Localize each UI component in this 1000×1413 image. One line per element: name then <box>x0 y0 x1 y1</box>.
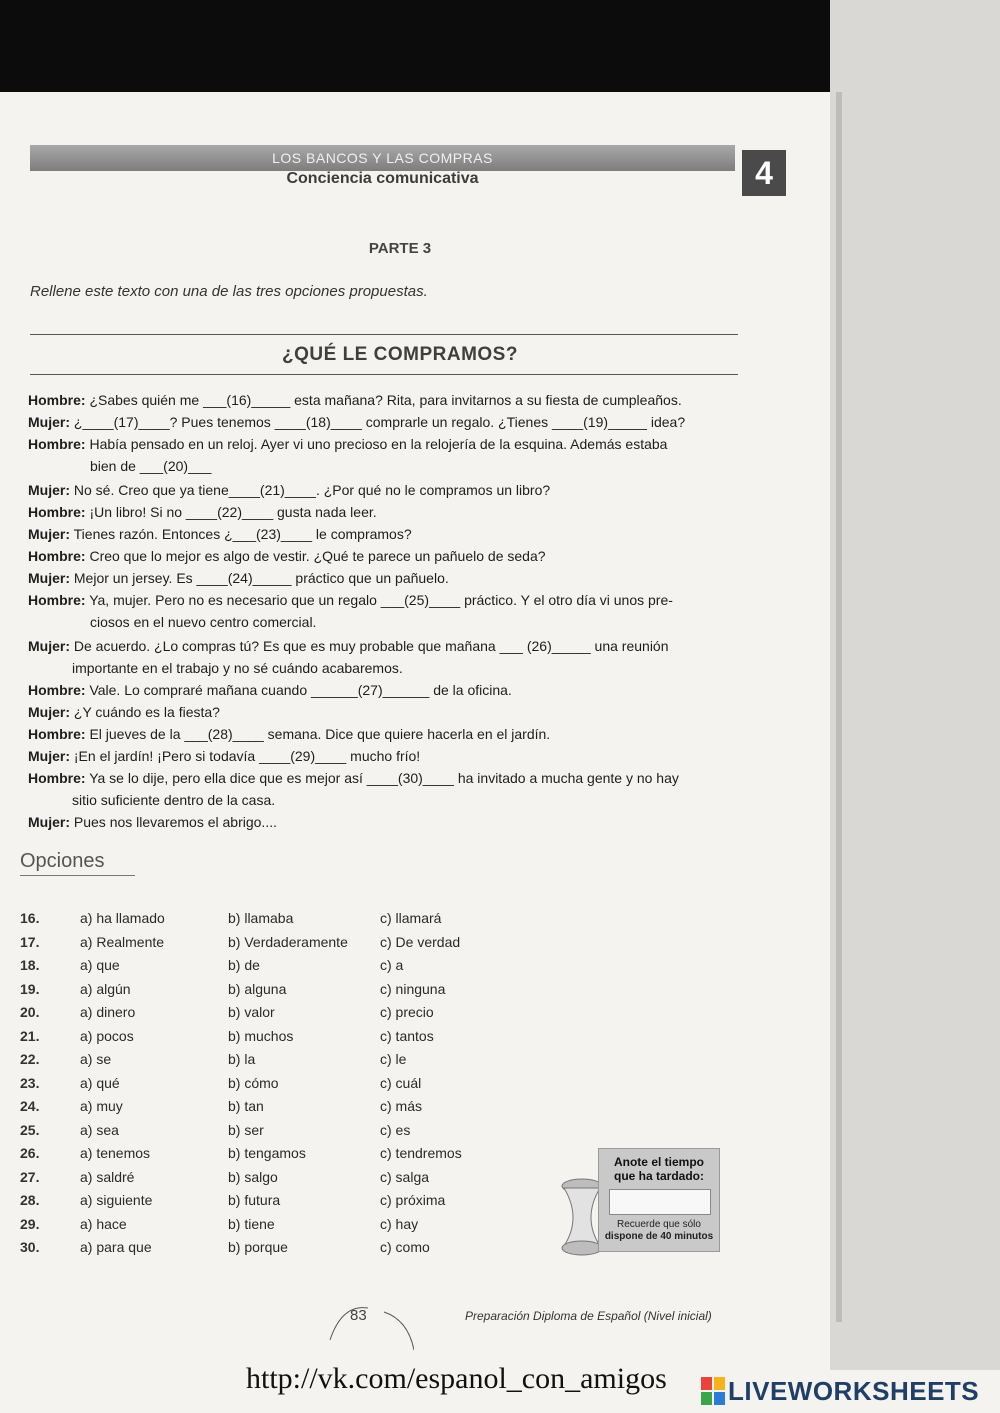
option-b[interactable]: b) alguna <box>228 980 287 997</box>
option-b[interactable]: b) cómo <box>228 1074 279 1091</box>
option-c[interactable]: c) salga <box>380 1168 430 1185</box>
page-number-ornament <box>322 1300 414 1356</box>
option-c[interactable]: c) hay <box>380 1215 419 1232</box>
dialogue-line: Hombre: Había pensado en un reloj. Ayer vi uno precioso en la relojería de la esquina. Además estaba <box>28 436 668 452</box>
option-row: 19. a) algún b) alguna c) ninguna <box>20 980 446 997</box>
option-a[interactable]: a) Realmente <box>80 933 165 950</box>
option-a[interactable]: a) se <box>80 1051 112 1067</box>
dialogue-line: Hombre: Vale. Lo compraré mañana cuando ______(27)______ de la oficina. <box>28 682 512 698</box>
option-row: 17. a) Realmente b) Verdaderamente c) De verdad <box>20 933 461 950</box>
part-label: PARTE 3 <box>368 240 432 257</box>
option-a[interactable]: a) hace <box>80 1215 127 1232</box>
option-c[interactable]: c) como <box>380 1239 430 1255</box>
book-title-footer: Preparación Diploma de Español (Nivel inicial) <box>465 1309 712 1323</box>
option-c[interactable]: c) a <box>380 957 404 973</box>
option-b[interactable]: b) valor <box>228 1004 275 1020</box>
option-b[interactable]: b) salgo <box>228 1168 278 1185</box>
option-b[interactable]: b) de <box>228 957 260 973</box>
option-a[interactable]: a) muy <box>80 1098 123 1114</box>
dialogue-line: Mujer: No sé. Creo que ya tiene____(21)____. ¿Por qué no le compramos un libro? <box>28 482 551 498</box>
option-row: 21. a) pocos b) muchos c) tantos <box>20 1027 434 1044</box>
chapter-number-badge: 4 <box>742 150 786 196</box>
option-row: 18. a) que b) de c) a <box>20 957 404 973</box>
dialogue-line: Mujer: Tienes razón. Entonces ¿___(23)____ le compramos? <box>28 526 412 542</box>
dialogue-line: Hombre: Creo que lo mejor es algo de vestir. ¿Qué te parece un pañuelo de seda? <box>28 548 546 564</box>
liveworksheets-logo-icon <box>700 1376 726 1406</box>
option-row: 26. a) tenemos b) tengamos c) tendremos <box>20 1145 462 1161</box>
option-a[interactable]: a) sea <box>80 1121 119 1138</box>
option-row: 23. a) qué b) cómo c) cuál <box>20 1074 422 1091</box>
options-rule <box>20 875 135 876</box>
page-number: 83 <box>350 1307 367 1324</box>
option-row: 20. a) dinero b) valor c) precio <box>20 1004 434 1020</box>
option-a[interactable]: a) qué <box>80 1074 120 1091</box>
time-taken-field[interactable] <box>609 1189 711 1215</box>
option-c[interactable]: c) llamará <box>380 910 442 926</box>
option-b[interactable]: b) porque <box>228 1239 288 1255</box>
options-title: Opciones <box>20 850 105 872</box>
option-c[interactable]: c) tantos <box>380 1027 434 1044</box>
option-a[interactable]: a) que <box>80 957 120 973</box>
dialogue-line-continuation: ciosos en el nuevo centro comercial. <box>90 614 317 630</box>
option-a[interactable]: a) para que <box>80 1239 152 1255</box>
watermark-url: http://vk.com/espanol_con_amigos <box>246 1362 667 1395</box>
option-a[interactable]: a) tenemos <box>80 1145 151 1161</box>
dialogue-line: Hombre: ¡Un libro! Si no ____(22)____ gusta nada leer. <box>28 504 377 520</box>
option-row: 22. a) se b) la c) le <box>20 1051 407 1067</box>
option-b[interactable]: b) tiene <box>228 1215 275 1232</box>
chapter-header-band <box>30 145 735 171</box>
option-row: 24. a) muy b) tan c) más <box>20 1098 422 1114</box>
option-row: 29. a) hace b) tiene c) hay <box>20 1215 419 1232</box>
option-b[interactable]: b) ser <box>228 1121 264 1138</box>
dialogue-line: Hombre: El jueves de la ___(28)____ semana. Dice que quiere hacerla en el jardín. <box>28 726 551 742</box>
option-c[interactable]: c) más <box>380 1098 422 1114</box>
chapter-subtitle: Conciencia comunicativa <box>286 170 479 187</box>
dialogue-line: Mujer: ¿____(17)____? Pues tenemos ____(18)____ comprarle un regalo. ¿Tienes ____(19)_____ idea? <box>28 414 686 430</box>
option-row: 28. a) siguiente b) futura c) próxima <box>20 1192 446 1208</box>
option-b[interactable]: b) tan <box>228 1098 264 1114</box>
dialogue-line: Mujer: ¿Y cuándo es la fiesta? <box>28 704 220 720</box>
section-title: ¿QUÉ LE COMPRAMOS? <box>282 344 518 365</box>
dialogue-line-continuation: bien de ___(20)___ <box>90 458 212 474</box>
option-c[interactable]: c) De verdad <box>380 933 461 950</box>
dialogue-line: Mujer: Pues nos llevaremos el abrigo.... <box>28 814 277 830</box>
liveworksheets-logo-text: LIVEWORKSHEETS <box>728 1376 980 1406</box>
option-a[interactable]: a) algún <box>80 980 131 997</box>
scan-page-stack <box>830 0 1000 1413</box>
option-c[interactable]: c) es <box>380 1121 411 1138</box>
option-a[interactable]: a) pocos <box>80 1027 134 1044</box>
option-row: 27. a) saldré b) salgo c) salga <box>20 1168 430 1185</box>
option-a[interactable]: a) dinero <box>80 1004 136 1020</box>
option-b[interactable]: b) la <box>228 1051 256 1067</box>
time-limit-note: Recuerde que sólo dispone de 40 minutos <box>604 1219 714 1242</box>
section-rule-top <box>30 334 738 335</box>
option-a[interactable]: a) ha llamado <box>80 910 165 926</box>
option-a[interactable]: a) saldré <box>80 1168 135 1185</box>
instruction-text: Rellene este texto con una de las tres opciones propuestas. <box>30 283 428 300</box>
option-c[interactable]: c) tendremos <box>380 1145 462 1161</box>
option-c[interactable]: c) le <box>380 1051 407 1067</box>
option-c[interactable]: c) próxima <box>380 1192 446 1208</box>
dialogue-line: Mujer: ¡En el jardín! ¡Pero si todavía ____(29)____ mucho frío! <box>28 748 421 764</box>
option-c[interactable]: c) cuál <box>380 1074 422 1091</box>
dialogue-line: Mujer: De acuerdo. ¿Lo compras tú? Es que es muy probable que mañana ___ (26)_____ una reunión <box>28 638 669 654</box>
dialogue-line: Hombre: Ya se lo dije, pero ella dice que es mejor así ____(30)____ ha invitado a mucha gente y no hay <box>28 770 679 786</box>
section-rule-bottom <box>30 374 738 375</box>
option-row: 25. a) sea b) ser c) es <box>20 1121 411 1138</box>
time-record-box <box>598 1148 720 1252</box>
option-row: 30. a) para que b) porque c) como <box>20 1239 430 1255</box>
dialogue-line-continuation: importante en el trabajo y no sé cuándo acabaremos. <box>72 660 403 676</box>
option-c[interactable]: c) ninguna <box>380 980 446 997</box>
dialogue-line: Hombre: ¿Sabes quién me ___(16)_____ esta mañana? Rita, para invitarnos a su fiesta de cumpleaños. <box>28 392 682 408</box>
chapter-title: LOS BANCOS Y LAS COMPRAS <box>272 150 493 166</box>
dialogue-line-continuation: sitio suficiente dentro de la casa. <box>72 792 276 808</box>
option-b[interactable]: b) muchos <box>228 1027 294 1044</box>
option-a[interactable]: a) siguiente <box>80 1192 153 1208</box>
option-b[interactable]: b) Verdaderamente <box>228 933 348 950</box>
option-b[interactable]: b) tengamos <box>228 1145 306 1161</box>
option-b[interactable]: b) futura <box>228 1192 281 1208</box>
option-b[interactable]: b) llamaba <box>228 910 294 926</box>
scan-page-edge <box>836 92 842 1322</box>
time-record-title: Anote el tiempo que ha tardado: <box>613 1155 704 1183</box>
dialogue-line: Mujer: Mejor un jersey. Es ____(24)_____ práctico que un pañuelo. <box>28 570 449 586</box>
option-c[interactable]: c) precio <box>380 1004 434 1020</box>
option-row: 16. a) ha llamado b) llamaba c) llamará <box>20 910 442 926</box>
dialogue-line: Hombre: Ya, mujer. Pero no es necesario que un regalo ___(25)____ práctico. Y el otro día vi unos pre- <box>28 592 673 608</box>
